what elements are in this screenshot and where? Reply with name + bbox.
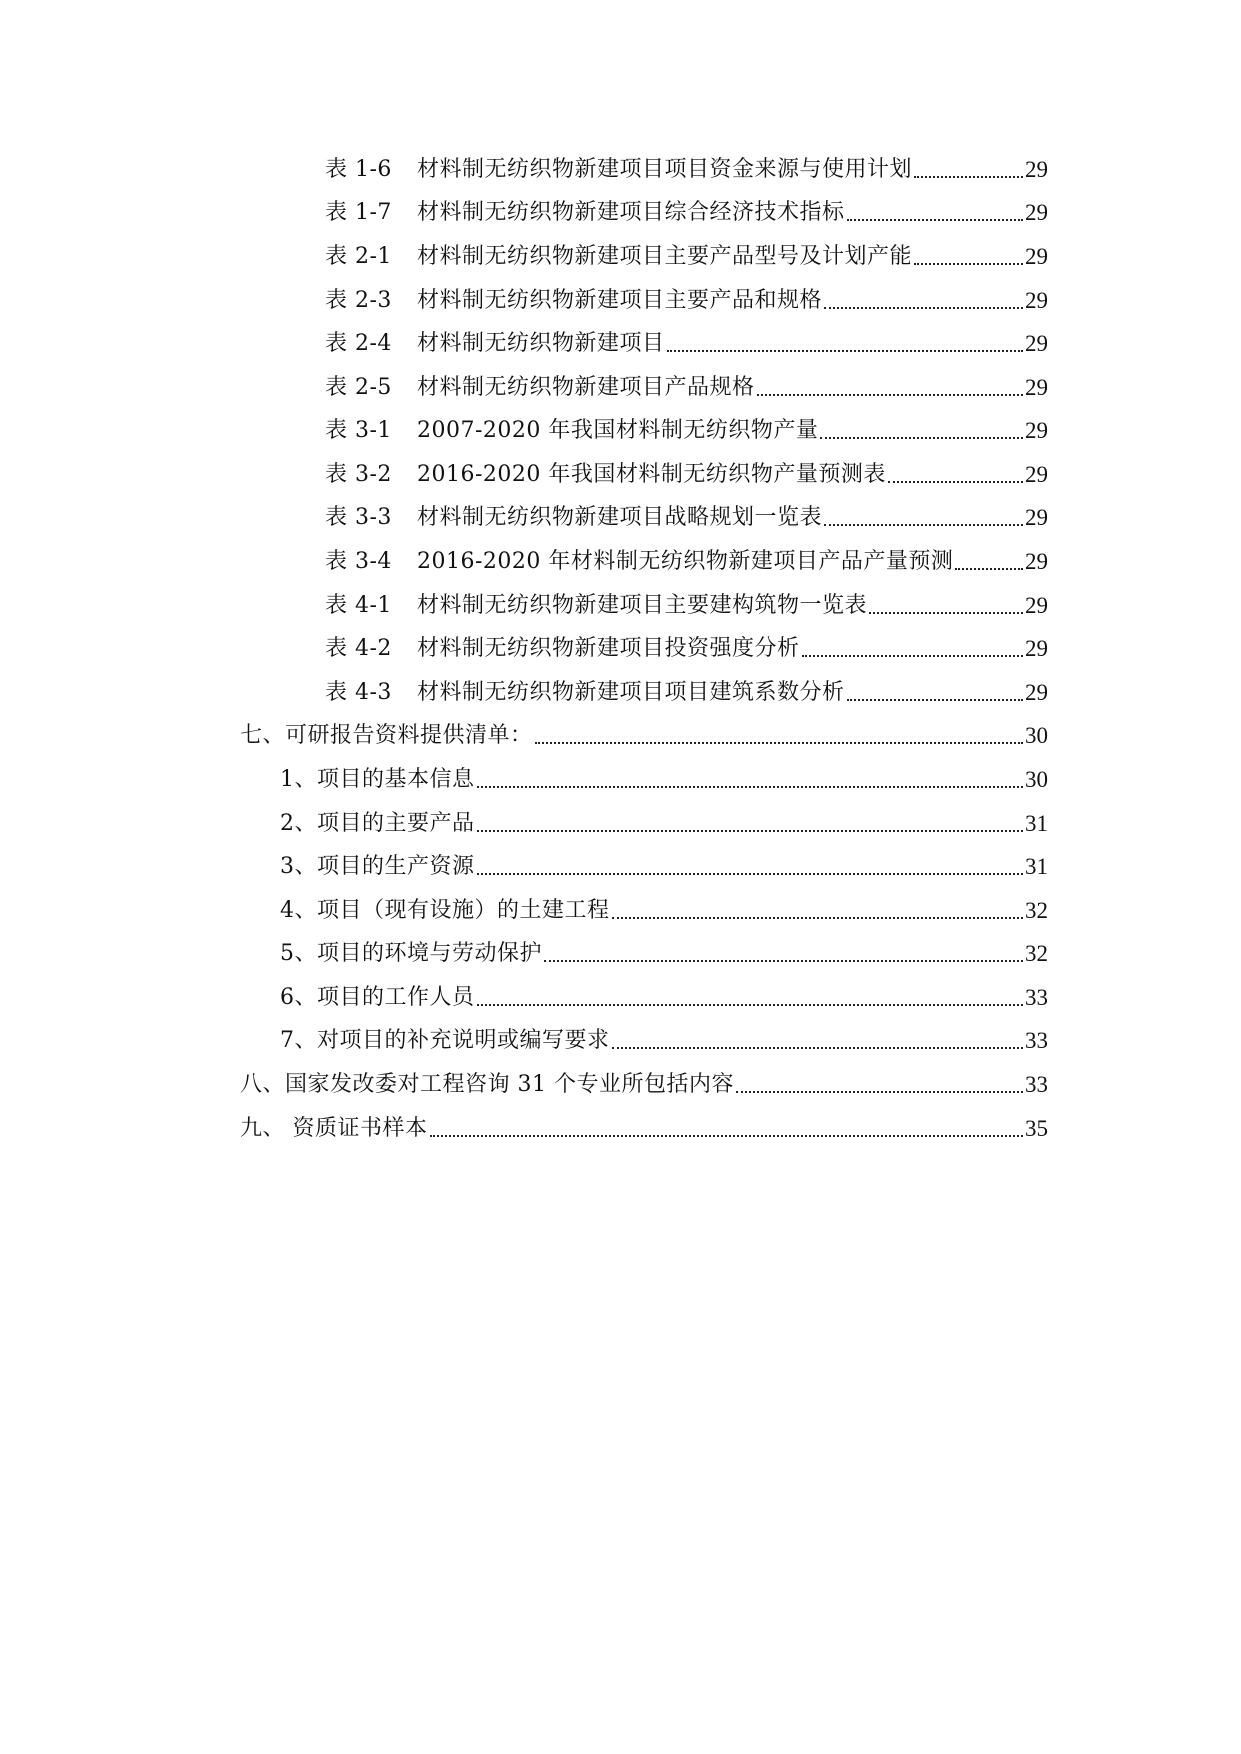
page-number: 29: [1025, 244, 1048, 269]
dot-leader: [802, 634, 1023, 664]
toc-entry-label: [325, 198, 845, 228]
dot-leader: [535, 721, 1023, 751]
table-number: 表 4-2: [325, 636, 392, 661]
table-number: 表 3-3: [325, 505, 392, 530]
table-number: 表 1-6: [325, 157, 392, 182]
dot-leader: [824, 286, 1023, 316]
subsection-title: 1、项目的基本信息: [280, 767, 475, 792]
toc-entry-7-3[interactable]: [280, 852, 1048, 882]
table-title: 材料制无纺织物新建项目: [417, 331, 665, 356]
table-number: 表 3-4: [325, 549, 392, 574]
page-number: 29: [1025, 157, 1048, 182]
dot-leader: [477, 983, 1024, 1013]
dot-leader: [955, 547, 1023, 577]
toc-entry-table-2-3[interactable]: [325, 286, 1048, 316]
toc-entry-table-3-1[interactable]: [325, 416, 1048, 446]
page-number: 33: [1025, 985, 1048, 1010]
page-number: 32: [1025, 941, 1048, 966]
page-number: 29: [1025, 680, 1048, 705]
page-number: 29: [1025, 200, 1048, 225]
page-number: 29: [1025, 636, 1048, 661]
toc-entry-section-9[interactable]: [240, 1114, 1048, 1144]
dot-leader: [847, 678, 1023, 708]
table-title: 材料制无纺织物新建项目综合经济技术指标: [417, 200, 845, 225]
page-number: 29: [1025, 505, 1048, 530]
section-title: 七、可研报告资料提供清单：: [240, 723, 533, 748]
dot-leader: [820, 416, 1023, 446]
page-number: 29: [1025, 331, 1048, 356]
table-title: 材料制无纺织物新建项目战略规划一览表: [417, 505, 823, 530]
dot-leader: [888, 460, 1023, 490]
dot-leader: [869, 591, 1023, 621]
toc-entry-table-3-4[interactable]: [325, 547, 1048, 577]
table-number: 表 2-4: [325, 331, 392, 356]
toc-entry-table-1-7[interactable]: [325, 198, 1048, 228]
section-title: 九、 资质证书样本: [240, 1116, 428, 1141]
table-title: 材料制无纺织物新建项目项目建筑系数分析: [417, 680, 845, 705]
toc-entry-label: [325, 547, 953, 577]
toc-entry-7-6[interactable]: [280, 983, 1048, 1013]
toc-entry-label: [325, 460, 886, 490]
page-number: 29: [1025, 462, 1048, 487]
toc-entry-label: [325, 634, 800, 664]
page-number: 30: [1025, 723, 1048, 748]
dot-leader: [824, 503, 1023, 533]
table-number: 表 2-1: [325, 244, 392, 269]
toc-entry-label: [325, 286, 822, 316]
toc-entry-table-2-5[interactable]: [325, 373, 1048, 403]
table-title: 2016-2020 年我国材料制无纺织物产量预测表: [417, 462, 886, 487]
dot-leader: [477, 809, 1024, 839]
toc-entry-7-5[interactable]: [280, 939, 1048, 969]
page-number: 33: [1025, 1072, 1048, 1097]
toc-entry-table-2-4[interactable]: [325, 329, 1048, 359]
subsection-title: 3、项目的生产资源: [280, 854, 475, 879]
table-title: 材料制无纺织物新建项目产品规格: [417, 375, 755, 400]
dot-leader: [544, 939, 1023, 969]
toc-entry-label: [325, 591, 867, 621]
page-number: 29: [1025, 288, 1048, 313]
dot-leader: [736, 1070, 1023, 1100]
table-title: 2007-2020 年我国材料制无纺织物产量: [417, 418, 819, 443]
toc-entry-table-4-2[interactable]: [325, 634, 1048, 664]
table-number: 表 3-1: [325, 418, 392, 443]
toc-entry-label: [325, 155, 912, 185]
toc-entry-7-7[interactable]: [280, 1026, 1048, 1056]
dot-leader: [847, 198, 1023, 228]
page-number: 32: [1025, 898, 1048, 923]
subsection-title: 4、项目（现有设施）的土建工程: [280, 898, 610, 923]
toc-entry-table-3-2[interactable]: [325, 460, 1048, 490]
table-title: 材料制无纺织物新建项目项目资金来源与使用计划: [417, 157, 913, 182]
table-title: 材料制无纺织物新建项目主要产品和规格: [417, 288, 823, 313]
dot-leader: [667, 329, 1023, 359]
toc-entry-label: [325, 503, 822, 533]
page-number: 31: [1025, 811, 1048, 836]
dot-leader: [477, 852, 1024, 882]
page-number: 29: [1025, 375, 1048, 400]
toc-entry-table-4-3[interactable]: [325, 678, 1048, 708]
dot-leader: [612, 896, 1024, 926]
toc-entry-label: [325, 678, 845, 708]
dot-leader: [914, 242, 1023, 272]
toc-entry-label: [325, 416, 818, 446]
subsection-title: 5、项目的环境与劳动保护: [280, 941, 542, 966]
page-number: 31: [1025, 854, 1048, 879]
page-number: 29: [1025, 593, 1048, 618]
toc-entry-label: [325, 242, 912, 272]
subsection-title: 6、项目的工作人员: [280, 985, 475, 1010]
table-title: 材料制无纺织物新建项目主要产品型号及计划产能: [417, 244, 913, 269]
subsection-title: 7、对项目的补充说明或编写要求: [280, 1028, 610, 1053]
toc-entry-section-7[interactable]: [240, 721, 1048, 751]
table-title: 材料制无纺织物新建项目投资强度分析: [417, 636, 800, 661]
dot-leader: [914, 155, 1023, 185]
toc-entry-label: [325, 329, 665, 359]
dot-leader: [430, 1114, 1024, 1144]
table-number: 表 4-1: [325, 593, 392, 618]
dot-leader: [757, 373, 1023, 403]
page-number: 33: [1025, 1028, 1048, 1053]
toc-entry-table-3-3[interactable]: [325, 503, 1048, 533]
section-title: 八、国家发改委对工程咨询 31 个专业所包括内容: [240, 1072, 734, 1097]
table-number: 表 1-7: [325, 200, 392, 225]
page-number: 29: [1025, 418, 1048, 443]
table-title: 材料制无纺织物新建项目主要建构筑物一览表: [417, 593, 868, 618]
toc-entry-section-8[interactable]: [240, 1070, 1048, 1100]
page-number: 29: [1025, 549, 1048, 574]
table-number: 表 3-2: [325, 462, 392, 487]
toc-entry-table-2-1[interactable]: [325, 242, 1048, 272]
toc-entry-label: [325, 373, 755, 403]
toc-entry-table-1-6[interactable]: [325, 155, 1048, 185]
subsection-title: 2、项目的主要产品: [280, 811, 475, 836]
table-number: 表 4-3: [325, 680, 392, 705]
dot-leader: [477, 765, 1024, 795]
dot-leader: [612, 1026, 1024, 1056]
table-title: 2016-2020 年材料制无纺织物新建项目产品产量预测: [417, 549, 954, 574]
toc-entry-7-2[interactable]: [280, 809, 1048, 839]
page-number: 35: [1025, 1116, 1048, 1141]
toc-entry-7-4[interactable]: [280, 896, 1048, 926]
page-number: 30: [1025, 767, 1048, 792]
toc-entry-table-4-1[interactable]: [325, 591, 1048, 621]
toc-entry-7-1[interactable]: [280, 765, 1048, 795]
table-number: 表 2-5: [325, 375, 392, 400]
table-number: 表 2-3: [325, 288, 392, 313]
